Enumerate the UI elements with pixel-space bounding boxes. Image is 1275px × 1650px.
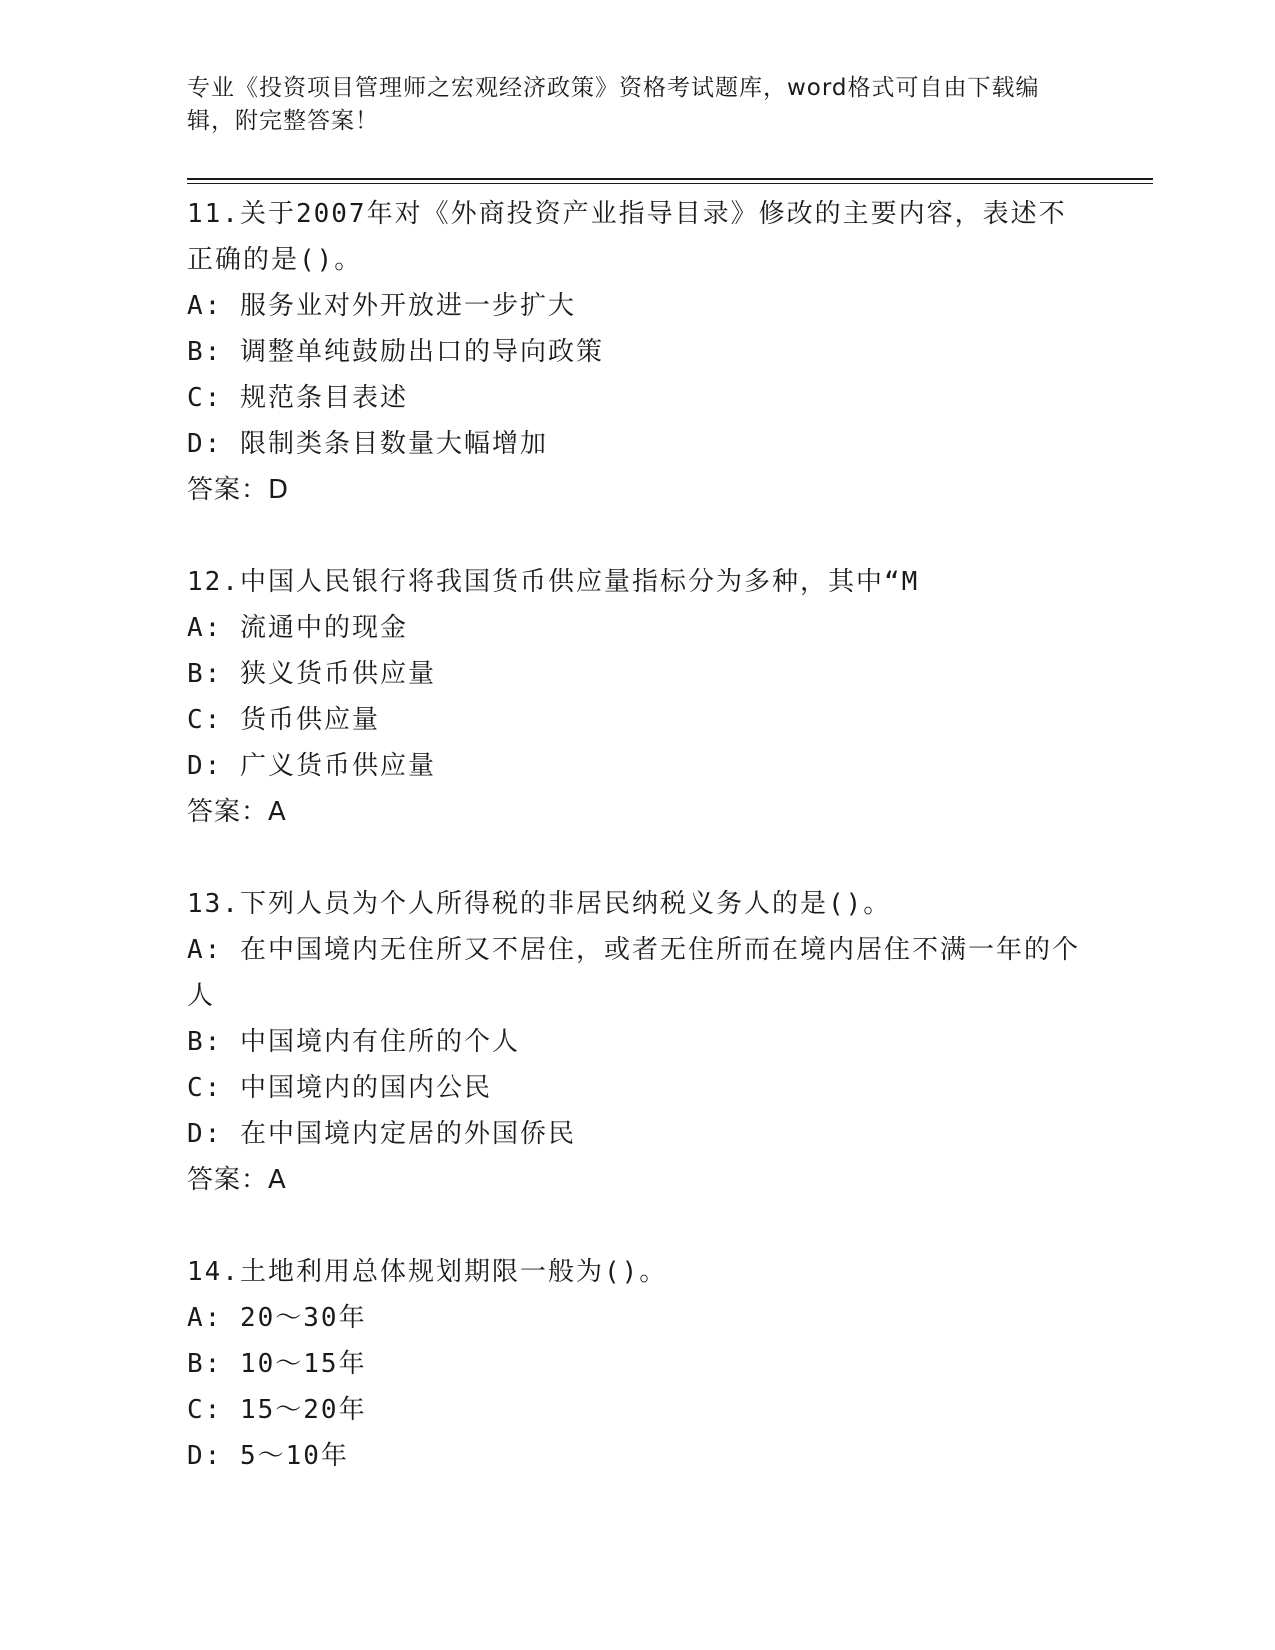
- option-b: B: 中国境内有住所的个人: [187, 1027, 520, 1057]
- option-d: D: 广义货币供应量: [187, 751, 436, 781]
- answer-text: 答案：D: [187, 475, 290, 505]
- option-b: B: 10～15年: [187, 1349, 367, 1379]
- question-text: 13.下列人员为个人所得税的非居民纳税义务人的是()。: [187, 889, 892, 919]
- question-text: 11.关于2007年对《外商投资产业指导目录》修改的主要内容，表述不正确的是()。: [187, 199, 1067, 275]
- option-a: A: 20～30年: [187, 1303, 367, 1333]
- option-b: B: 调整单纯鼓励出口的导向政策: [187, 337, 604, 367]
- question-text: 14.土地利用总体规划期限一般为()。: [187, 1257, 668, 1287]
- question-11: [187, 191, 1087, 513]
- header-divider: [187, 178, 1153, 184]
- option-d: D: 在中国境内定居的外国侨民: [187, 1119, 576, 1149]
- option-a: A: 服务业对外开放进一步扩大: [187, 291, 576, 321]
- option-c: C: 货币供应量: [187, 705, 380, 735]
- option-c: C: 15～20年: [187, 1395, 367, 1425]
- answer-text: 答案：A: [187, 1165, 287, 1195]
- question-12: [187, 559, 1087, 835]
- document-intro: 专业《投资项目管理师之宏观经济政策》资格考试题库，word格式可自由下载编辑，附完整答案！: [187, 75, 1040, 134]
- option-b: B: 狭义货币供应量: [187, 659, 436, 689]
- option-a: A: 流通中的现金: [187, 613, 408, 643]
- question-list: [187, 191, 1087, 1479]
- option-c: C: 规范条目表述: [187, 383, 408, 413]
- question-text: 12.中国人民银行将我国货币供应量指标分为多种，其中“M: [187, 567, 920, 597]
- answer-text: 答案：A: [187, 797, 287, 827]
- question-14: [187, 1249, 1087, 1479]
- option-d: D: 限制类条目数量大幅增加: [187, 429, 548, 459]
- option-a: A: 在中国境内无住所又不居住，或者无住所而在境内居住不满一年的个人: [187, 935, 1080, 1011]
- question-13: [187, 881, 1087, 1203]
- option-c: C: 中国境内的国内公民: [187, 1073, 492, 1103]
- option-d: D: 5～10年: [187, 1441, 349, 1471]
